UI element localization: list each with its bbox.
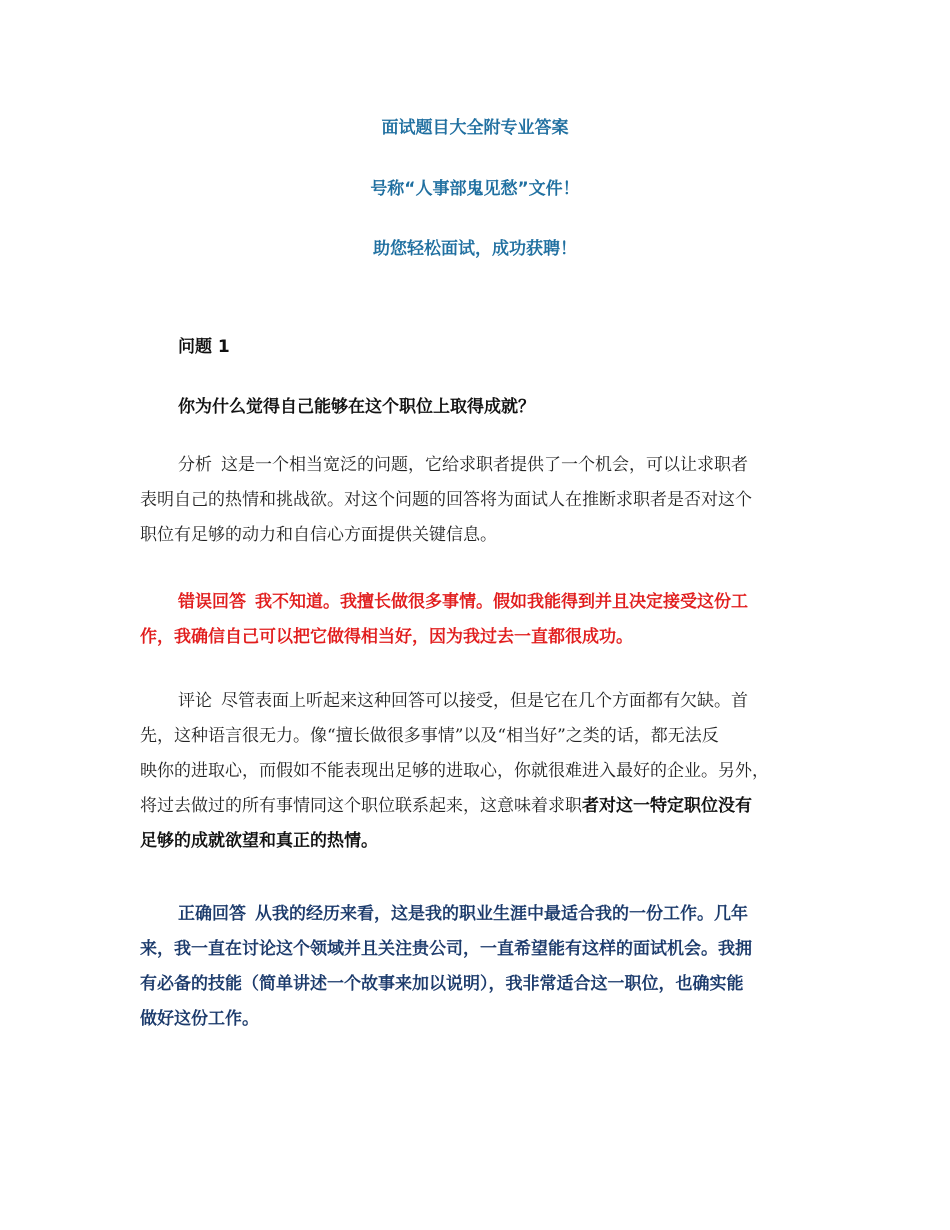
comment-paragraph [140, 684, 820, 859]
comment-line: 先，这种语言很无力。像“擅长做很多事情”以及“相当好”之类的话，都无法反 [140, 726, 719, 746]
analysis-paragraph [140, 448, 820, 553]
correct-answer-line: 做好这份工作。 [140, 1009, 259, 1029]
wrong-answer-line: 错误回答 我不知道。我擅长做很多事情。假如我能得到并且决定接受这份工 [178, 592, 748, 612]
question-number: 问题 1 [178, 337, 230, 357]
comment-line: 足够的成就欲望和真正的热情。 [140, 831, 378, 851]
analysis-label: 分析 [178, 455, 212, 475]
wrong-answer-line: 作，我确信自己可以把它做得相当好，因为我过去一直都很成功。 [140, 627, 633, 647]
correct-answer-label: 正确回答 [178, 904, 246, 924]
comment-line: 评论 尽管表面上听起来这种回答可以接受，但是它在几个方面都有欠缺。首 [178, 691, 748, 711]
wrong-answer-label: 错误回答 [178, 592, 246, 612]
wrong-answer-paragraph [140, 585, 820, 655]
document-tagline: 助您轻松面试，成功获聘！ [373, 239, 577, 259]
analysis-line: 表明自己的热情和挑战欲。对这个问题的回答将为面试人在推断求职者是否对这个 [140, 490, 752, 510]
comment-label: 评论 [178, 691, 212, 711]
comment-line: 将过去做过的所有事情同这个职位联系起来，这意味着求职者对这一特定职位没有 [140, 796, 752, 816]
document-title: 面试题目大全附专业答案 [381, 118, 569, 138]
correct-answer-line: 正确回答 从我的经历来看，这是我的职业生涯中最适合我的一份工作。几年 [178, 904, 748, 924]
correct-answer-line: 来，我一直在讨论这个领域并且关注贵公司，一直希望能有这样的面试机会。我拥 [140, 939, 752, 959]
analysis-line: 职位有足够的动力和自信心方面提供关键信息。 [140, 525, 497, 545]
question-text: 你为什么觉得自己能够在这个职位上取得成就？ [178, 397, 535, 417]
document-subtitle: 号称“人事部鬼见愁”文件！ [370, 179, 580, 199]
comment-line: 映你的进取心，而假如不能表现出足够的进取心，你就很难进入最好的企业。另外， [140, 761, 769, 781]
correct-answer-line: 有必备的技能（简单讲述一个故事来加以说明），我非常适合这一职位，也确实能 [140, 974, 744, 994]
correct-answer-paragraph [140, 897, 820, 1037]
analysis-line: 分析 这是一个相当宽泛的问题，它给求职者提供了一个机会，可以让求职者 [178, 455, 748, 475]
